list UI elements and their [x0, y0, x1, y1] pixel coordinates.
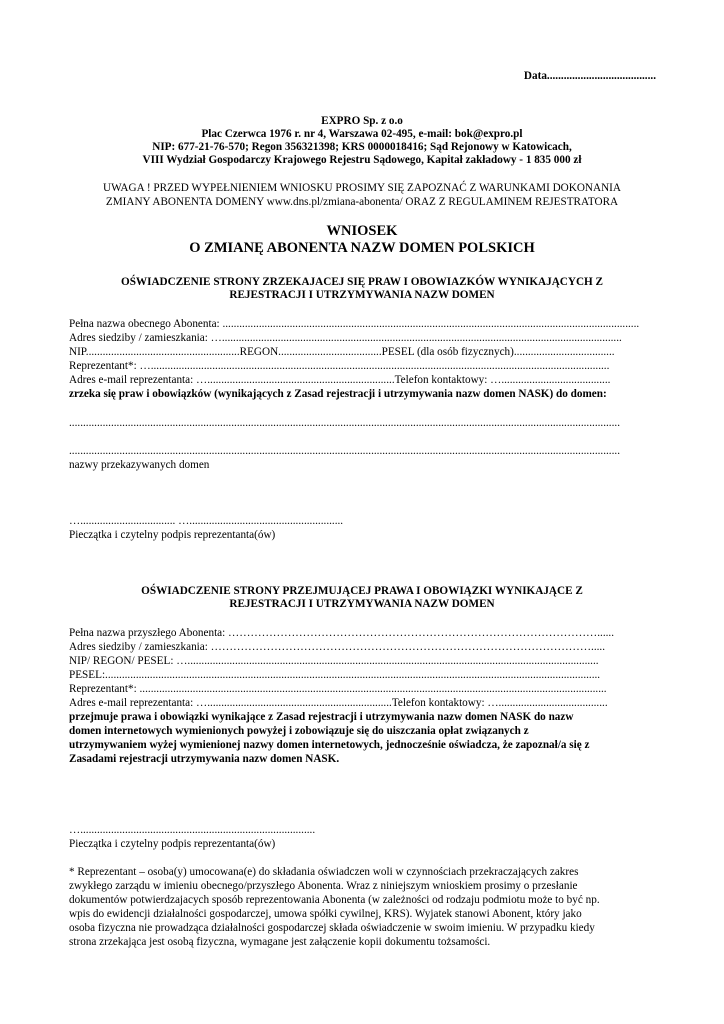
date-field[interactable]: Data....................................... [523, 70, 656, 82]
section1-signature-line[interactable]: ….................................. …....................................................... [69, 515, 344, 527]
form-title: WNIOSEK [326, 223, 398, 239]
footnote-line-2: zwykłego zarządu w imieniu obecnego/przyszłego Abonenta. Wraz z niniejszym wnioskiem prosimy o przesłanie [69, 880, 578, 892]
footnote-line-3: dokumentów potwierdzajacych sposób reprezentowania Abonenta (w zależności od rodzaju podmiotu może to być np. [69, 894, 600, 906]
section2-signature-line[interactable]: ….................................................................................... [69, 824, 316, 836]
company-address: Plac Czerwca 1976 r. nr 4, Warszawa 02-495, e-mail: bok@expro.pl [201, 128, 523, 140]
future-pesel-field[interactable]: PESEL:................................................................................................................................................................................. [69, 669, 601, 681]
section2-declaration-line-1: przejmuje prawa i obowiązki wynikające z Zasad rejestracji i utrzymywania nazw domen NASK do nazw [69, 711, 574, 723]
footnote-line-6: strona zrzekająca jest osobą fizyczna, wymagane jest załączenie kopii dokumentu tożsamości. [69, 936, 491, 948]
section1-heading-2: REJESTRACJI I UTRZYMYWANIA NAZW DOMEN [229, 289, 495, 301]
future-representative-field[interactable]: Reprezentant*: ....................................................................................................................................................................... [69, 683, 607, 695]
footnote-line-5: osoba fizyczna nie prowadząca działalności gospodarczej składa oświadczenie w swoim imieniu. W przypadku kiedy [69, 922, 595, 934]
future-nip-regon-pesel-field[interactable]: NIP/ REGON/ PESEL: …................................................................................................................................................... [69, 655, 599, 667]
current-subscriber-name-field[interactable]: Pełna nazwa obecnego Abonenta: ..................................................................................................................................................... [69, 318, 640, 330]
domain-list-line-1[interactable]: ..................................................................................................................................................................................................... [69, 417, 620, 429]
section2-heading-2: REJESTRACJI I UTRZYMYWANIA NAZW DOMEN [229, 598, 495, 610]
company-ids: NIP: 677-21-76-570; Regon 356321398; KRS 0000018416; Sąd Rejonowy w Katowicach, [152, 141, 572, 153]
future-subscriber-name-field[interactable]: Pełna nazwa przyszłego Abonenta: ………………………………………………………………………………………...... [69, 627, 615, 639]
current-address-field[interactable]: Adres siedziby / zamieszkania: …............................................................................................................................................... [69, 332, 622, 344]
notice-line-2: ZMIANY ABONENTA DOMENY www.dns.pl/zmiana-abonenta/ ORAZ Z REGULAMINEM REJESTRATORA [105, 196, 619, 208]
section1-signature-caption: Pieczątka i czytelny podpis reprezentanta(ów) [69, 529, 276, 541]
notice-line-1: UWAGA ! PRZED WYPEŁNIENIEM WNIOSKU PROSIMY SIĘ ZAPOZNAĆ Z WARUNKAMI DOKONANIA [103, 182, 621, 194]
footnote-line-4: wpis do ewidencji działalności gospodarczej, umowa spółki cywilnej, KRS). Wyjatek stanowi Abonent, który jako [69, 908, 582, 920]
domains-caption: nazwy przekazywanych domen [69, 459, 210, 471]
company-name: EXPRO Sp. z o.o [321, 115, 403, 127]
domain-list-line-2[interactable]: ..................................................................................................................................................................................................... [69, 445, 620, 457]
footnote-line-1: * Reprezentant – osoba(y) umocowana(e) do składania oświadczen woli w czynnościach przekraczających zakres [69, 866, 579, 878]
nip-regon-pesel-field[interactable]: NIP.......................................................REGON.....................................PESEL (dla osób fizycznych).................................... [69, 346, 615, 358]
representative-field[interactable]: Reprezentant*: ….................................................................................................................................................................... [69, 360, 610, 372]
section2-declaration-line-2: domen internetowych wymienionych powyżej i zobowiązuje się do uiszczania opłat związanych z [69, 725, 529, 737]
section2-signature-caption: Pieczątka i czytelny podpis reprezentanta(ów) [69, 838, 276, 850]
section2-heading-1: OŚWIADCZENIE STRONY PRZEJMUJĄCEJ PRAWA I OBOWIĄZKI WYNIKAJĄCE Z [141, 585, 583, 597]
future-representative-email-phone-field[interactable]: Adres e-mail reprezentanta: …..................................................................Telefon kontaktowy: …....................................... [69, 697, 608, 709]
form-subtitle: O ZMIANĘ ABONENTA NAZW DOMEN POLSKICH [189, 240, 535, 256]
section2-declaration-line-4: Zasadami rejestracji utrzymywania nazw domen NASK. [69, 753, 340, 765]
future-address-field[interactable]: Adres siedziby / zamieszkania: …………………………………………………………………………………………..... [69, 641, 606, 653]
company-court: VIII Wydział Gospodarczy Krajowego Rejestru Sądowego, Kapitał zakładowy - 1 835 000 zł [142, 154, 582, 166]
section1-declaration: zrzeka się praw i obowiązków (wynikających z Zasad rejestracji i utrzymywania nazw domen NASK) do domen: [69, 388, 607, 400]
section1-heading-1: OŚWIADCZENIE STRONY ZRZEKAJACEJ SIĘ PRAW I OBOWIAZKÓW WYNIKAJĄCYCH Z [121, 276, 603, 288]
representative-email-phone-field[interactable]: Adres e-mail reprezentanta: …...................................................................Telefon kontaktowy: …....................................... [69, 374, 611, 386]
section2-declaration-line-3: utrzymywaniem wyżej wymienionej nazwy domen internetowych, jednocześnie oświadcza, że zapoznał/a się z [69, 739, 590, 751]
